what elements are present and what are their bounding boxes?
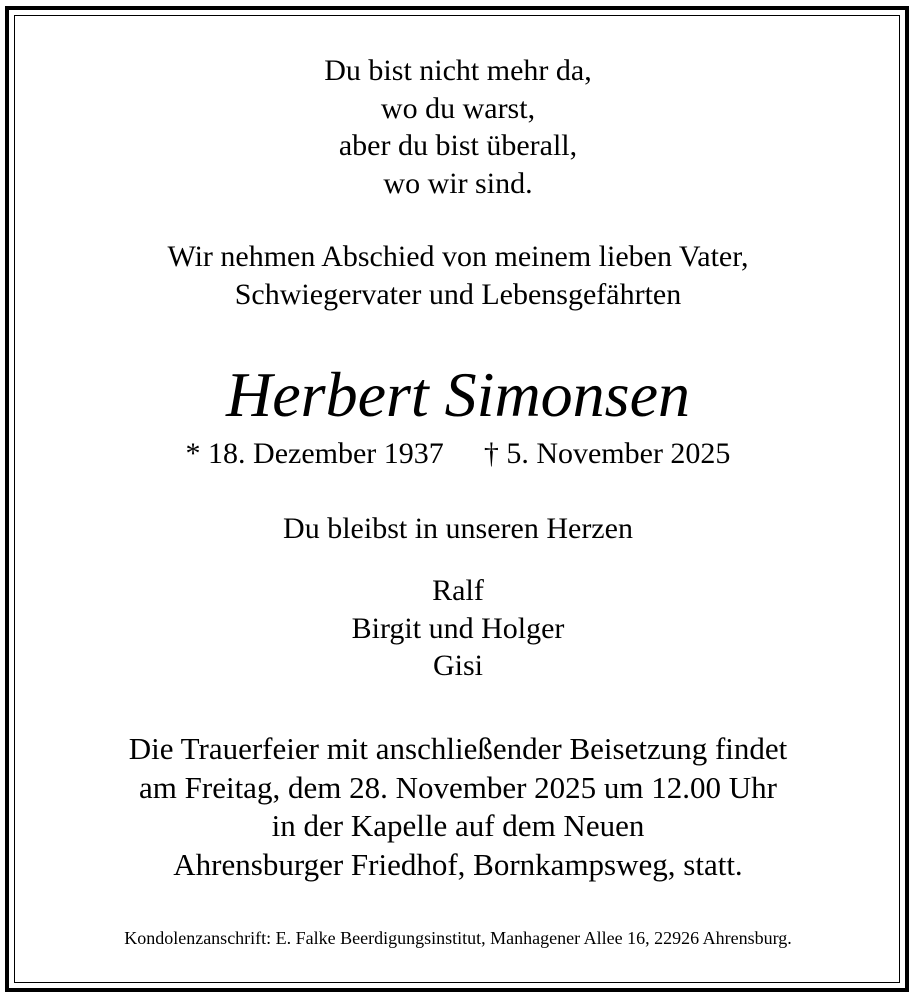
ceremony-line: Ahrensburger Friedhof, Bornkampsweg, statt. [173, 846, 743, 882]
poem [0, 52, 916, 202]
mourner-name: Birgit und Holger [351, 611, 565, 645]
memory-line [0, 510, 916, 548]
funeral-details [0, 730, 916, 884]
poem-line: aber du bist überall, [338, 129, 578, 162]
mourner-name: Ralf [432, 574, 484, 607]
ceremony-line: in der Kapelle auf dem Neuen [271, 808, 645, 843]
life-dates [0, 434, 916, 474]
intro-line: Wir nehmen Abschied von meinem lieben Vater, [167, 240, 749, 273]
memory-text: Du bleibst in unseren Herzen [283, 512, 633, 545]
ceremony-line: Die Trauerfeier mit anschließender Beisetzung findet [128, 731, 788, 766]
intro-line: Schwiegervater und Lebensgefährten [234, 277, 682, 311]
ceremony-line: am Freitag, dem 28. November 2025 um 12.00 Uhr [139, 769, 777, 805]
condolence-address: Kondolenzanschrift: E. Falke Beerdigungsinstitut, Manhagener Allee 16, 22926 Ahrensburg. [124, 928, 792, 948]
poem-line: Du bist nicht mehr da, [324, 54, 592, 87]
mourners-list [0, 572, 916, 685]
deceased-name: Herbert Simonsen [226, 359, 690, 430]
poem-line: wo du warst, [380, 91, 536, 125]
farewell-intro [0, 238, 916, 313]
death-date: † 5. November 2025 [483, 437, 731, 470]
birth-date: * 18. Dezember 1937 [185, 437, 444, 470]
mourner-name: Gisi [432, 649, 483, 682]
poem-line: wo wir sind. [383, 166, 533, 200]
